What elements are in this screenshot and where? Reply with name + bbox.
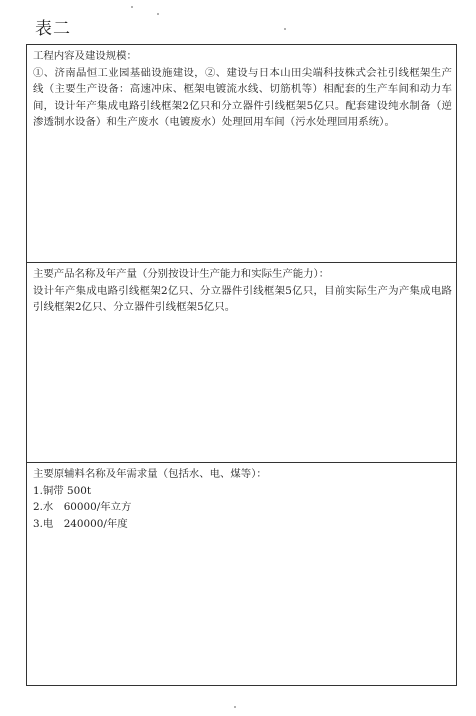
list-item: 3.电 240000/年度 (33, 517, 128, 530)
section-body: 设计年产集成电路引线框架2亿只、分立器件引线框架5亿只，目前实际生产为产集成电路引线框架2亿只、分立器件引线框架5亿只。 (33, 284, 452, 313)
section-materials (27, 462, 456, 687)
page-title: 表二 (35, 19, 71, 39)
list-item: 2.水 60000/年立方 (33, 501, 132, 513)
section-project-scope (27, 45, 456, 262)
scan-speck (157, 13, 159, 15)
scan-speck (131, 6, 133, 8)
section-heading: 主要产品名称及年产量（分别按设计生产能力和实际生产能力）： (33, 268, 330, 280)
form-table (26, 44, 457, 686)
section-products (27, 262, 456, 462)
scan-speck (234, 706, 236, 708)
section-heading: 工程内容及建设规模： (33, 50, 137, 62)
list-item: 1.铜带 500t (33, 484, 92, 497)
section-body: ①、济南晶恒工业园基础设施建设，②、建设与日本山田尖端科技株式会社引线框架生产线（主要生产设备：高速冲床、框架电镀流水线、切筋机等）相配套的生产车间和动力车间，设计年产集成电路引线框架2亿只和分立器件引线框架5亿只。配套建设纯水制备（逆渗透制水设备）和生产废水（电镀废水）处理回用车间（污水处理回用系统）。 (33, 66, 452, 128)
section-heading: 主要原辅料名称及年需求量（包括水、电、煤等）： (33, 468, 267, 480)
scan-speck (284, 28, 286, 30)
